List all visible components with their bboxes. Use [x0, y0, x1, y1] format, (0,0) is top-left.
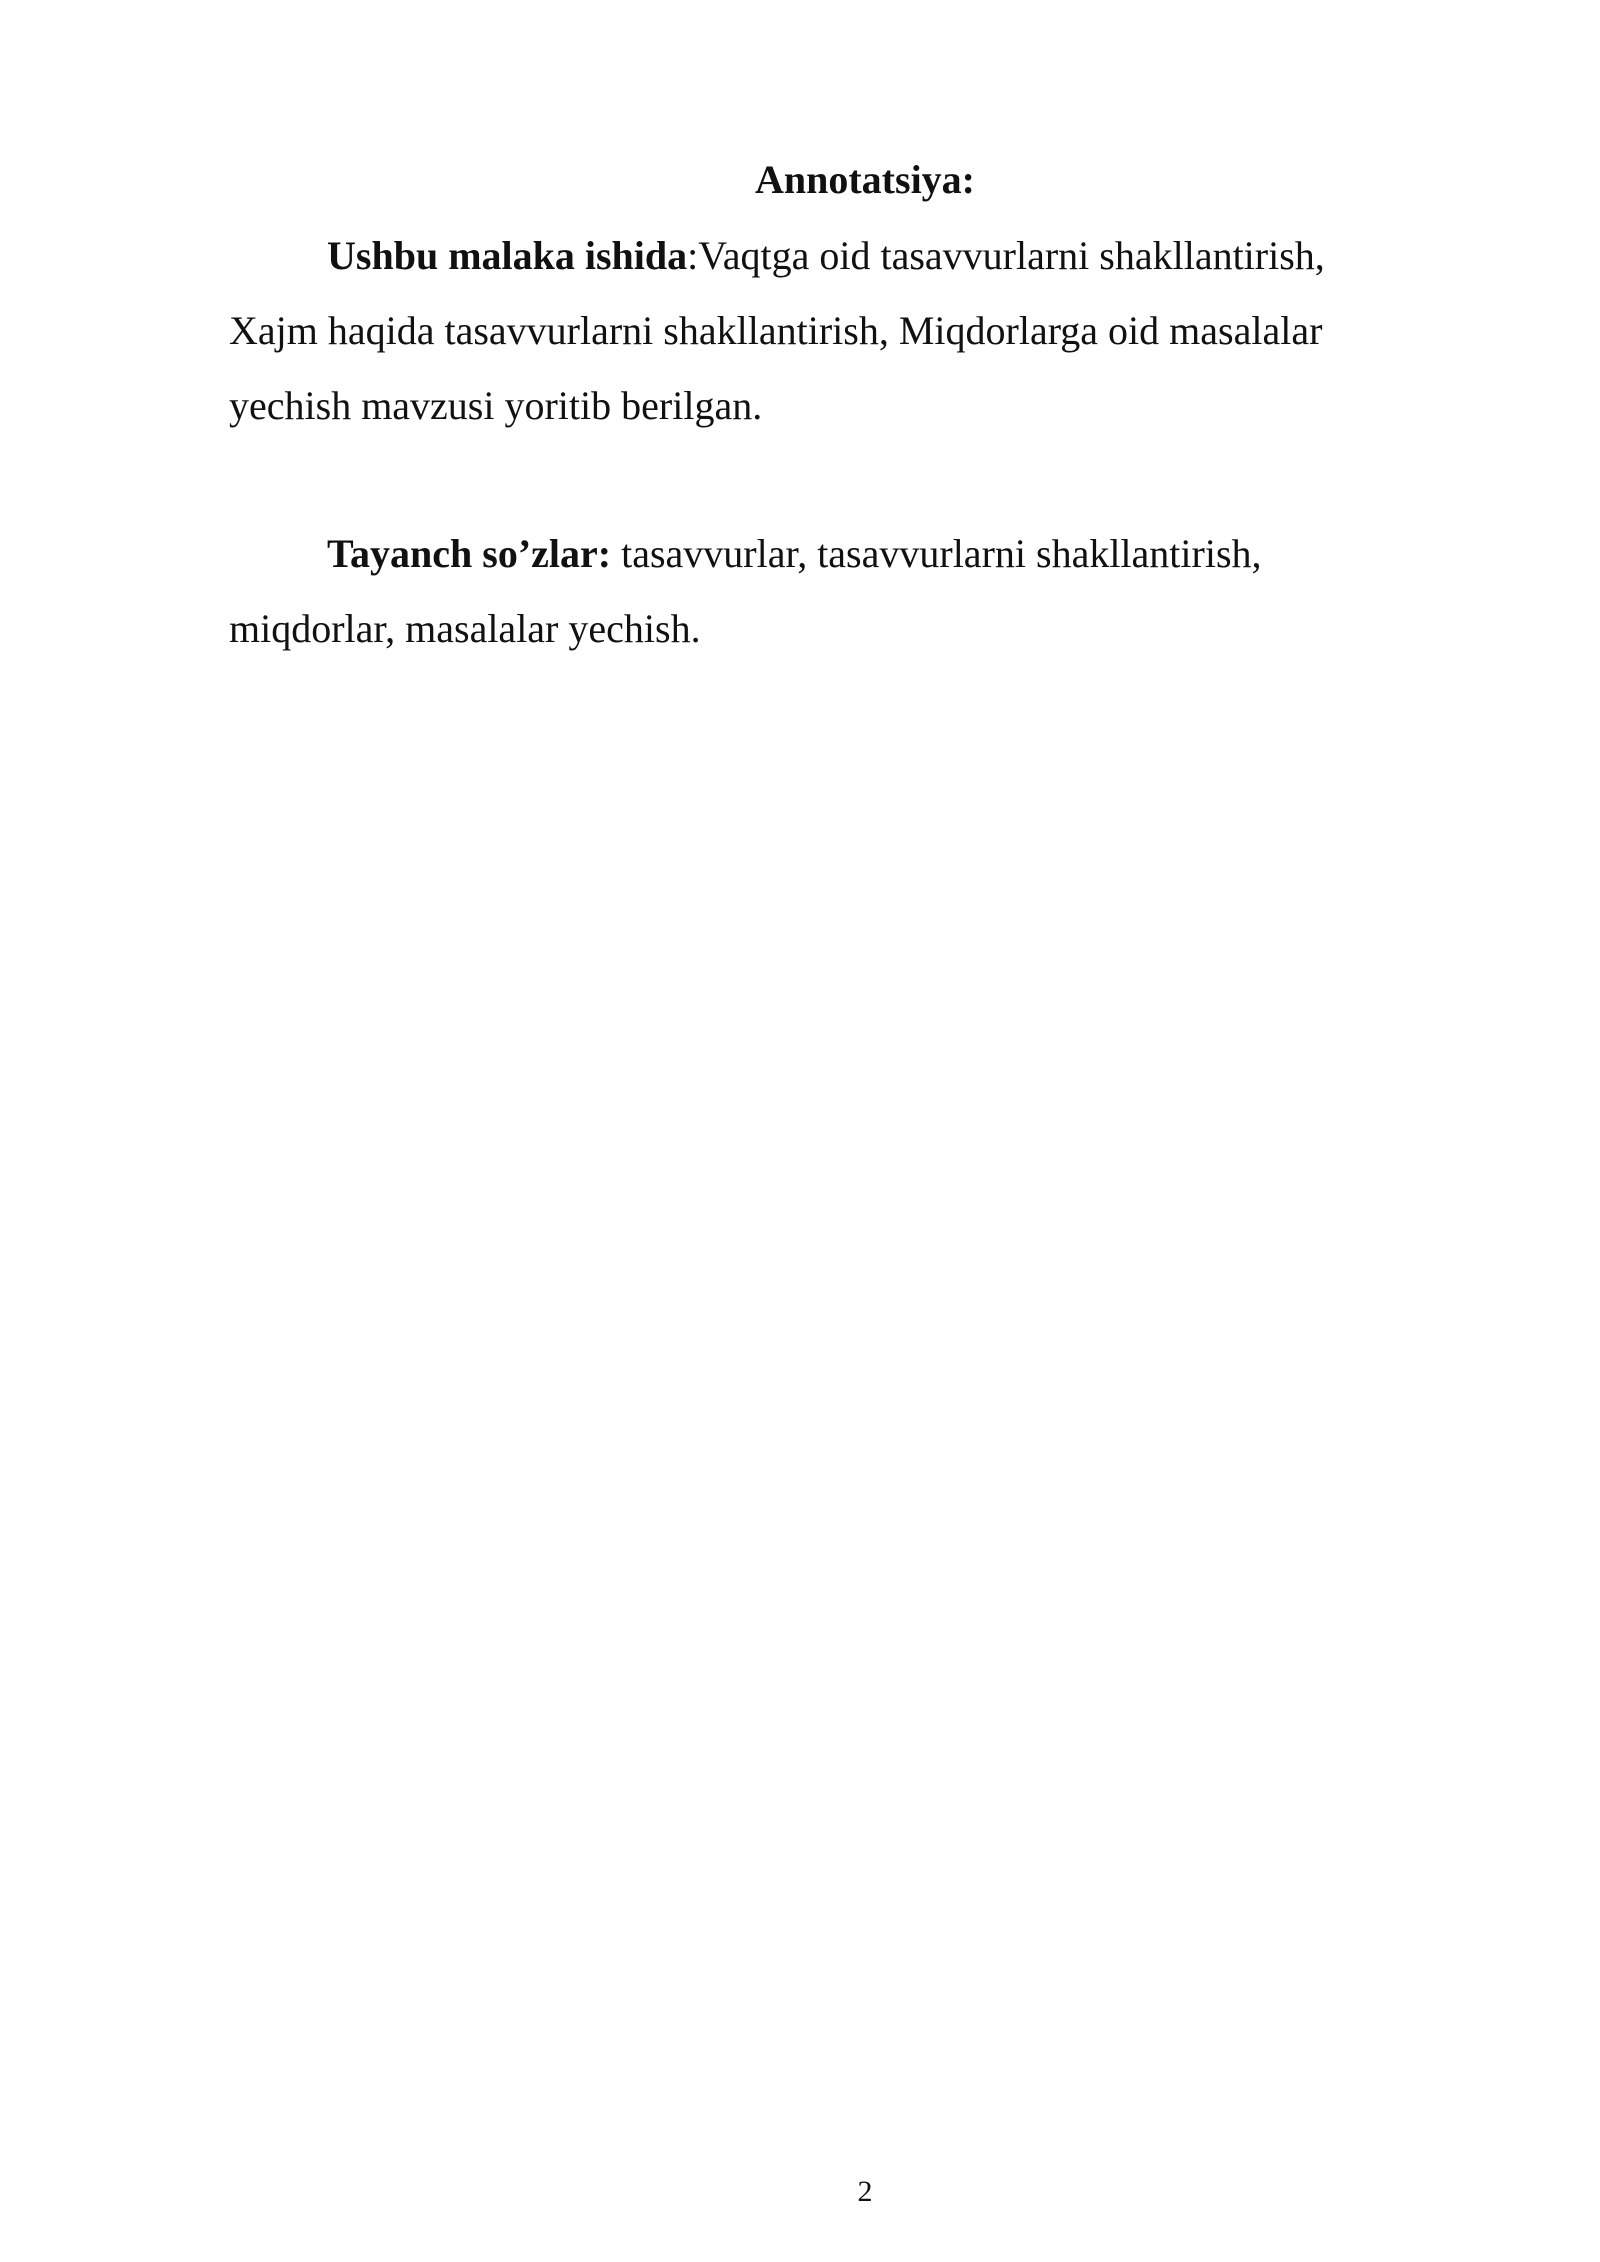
keywords-lead: Tayanch so’zlar:	[327, 531, 612, 576]
annotation-line-1-text: :Vaqtga oid tasavvurlarni shakllantirish,	[687, 233, 1325, 278]
page-number: 2	[857, 2175, 873, 2208]
page-title: Annotatsiya:	[754, 157, 976, 202]
annotation-line-2: Xajm haqida tasavvurlarni shakllantirish, Miqdorlarga oid masalalar	[229, 308, 1323, 353]
keywords-line-1-text: tasavvurlar, tasavvurlarni shakllantirish,	[611, 531, 1262, 576]
keywords-line-2: miqdorlar, masalalar yechish.	[229, 606, 701, 651]
keywords-line-1	[229, 516, 1479, 591]
annotation-line-1	[229, 218, 1479, 293]
annotation-lead: Ushbu malaka ishida	[327, 233, 688, 278]
keywords-paragraph	[229, 516, 1479, 666]
annotation-line-3: yechish mavzusi yoritib berilgan.	[229, 383, 763, 428]
annotation-paragraph	[229, 218, 1479, 443]
